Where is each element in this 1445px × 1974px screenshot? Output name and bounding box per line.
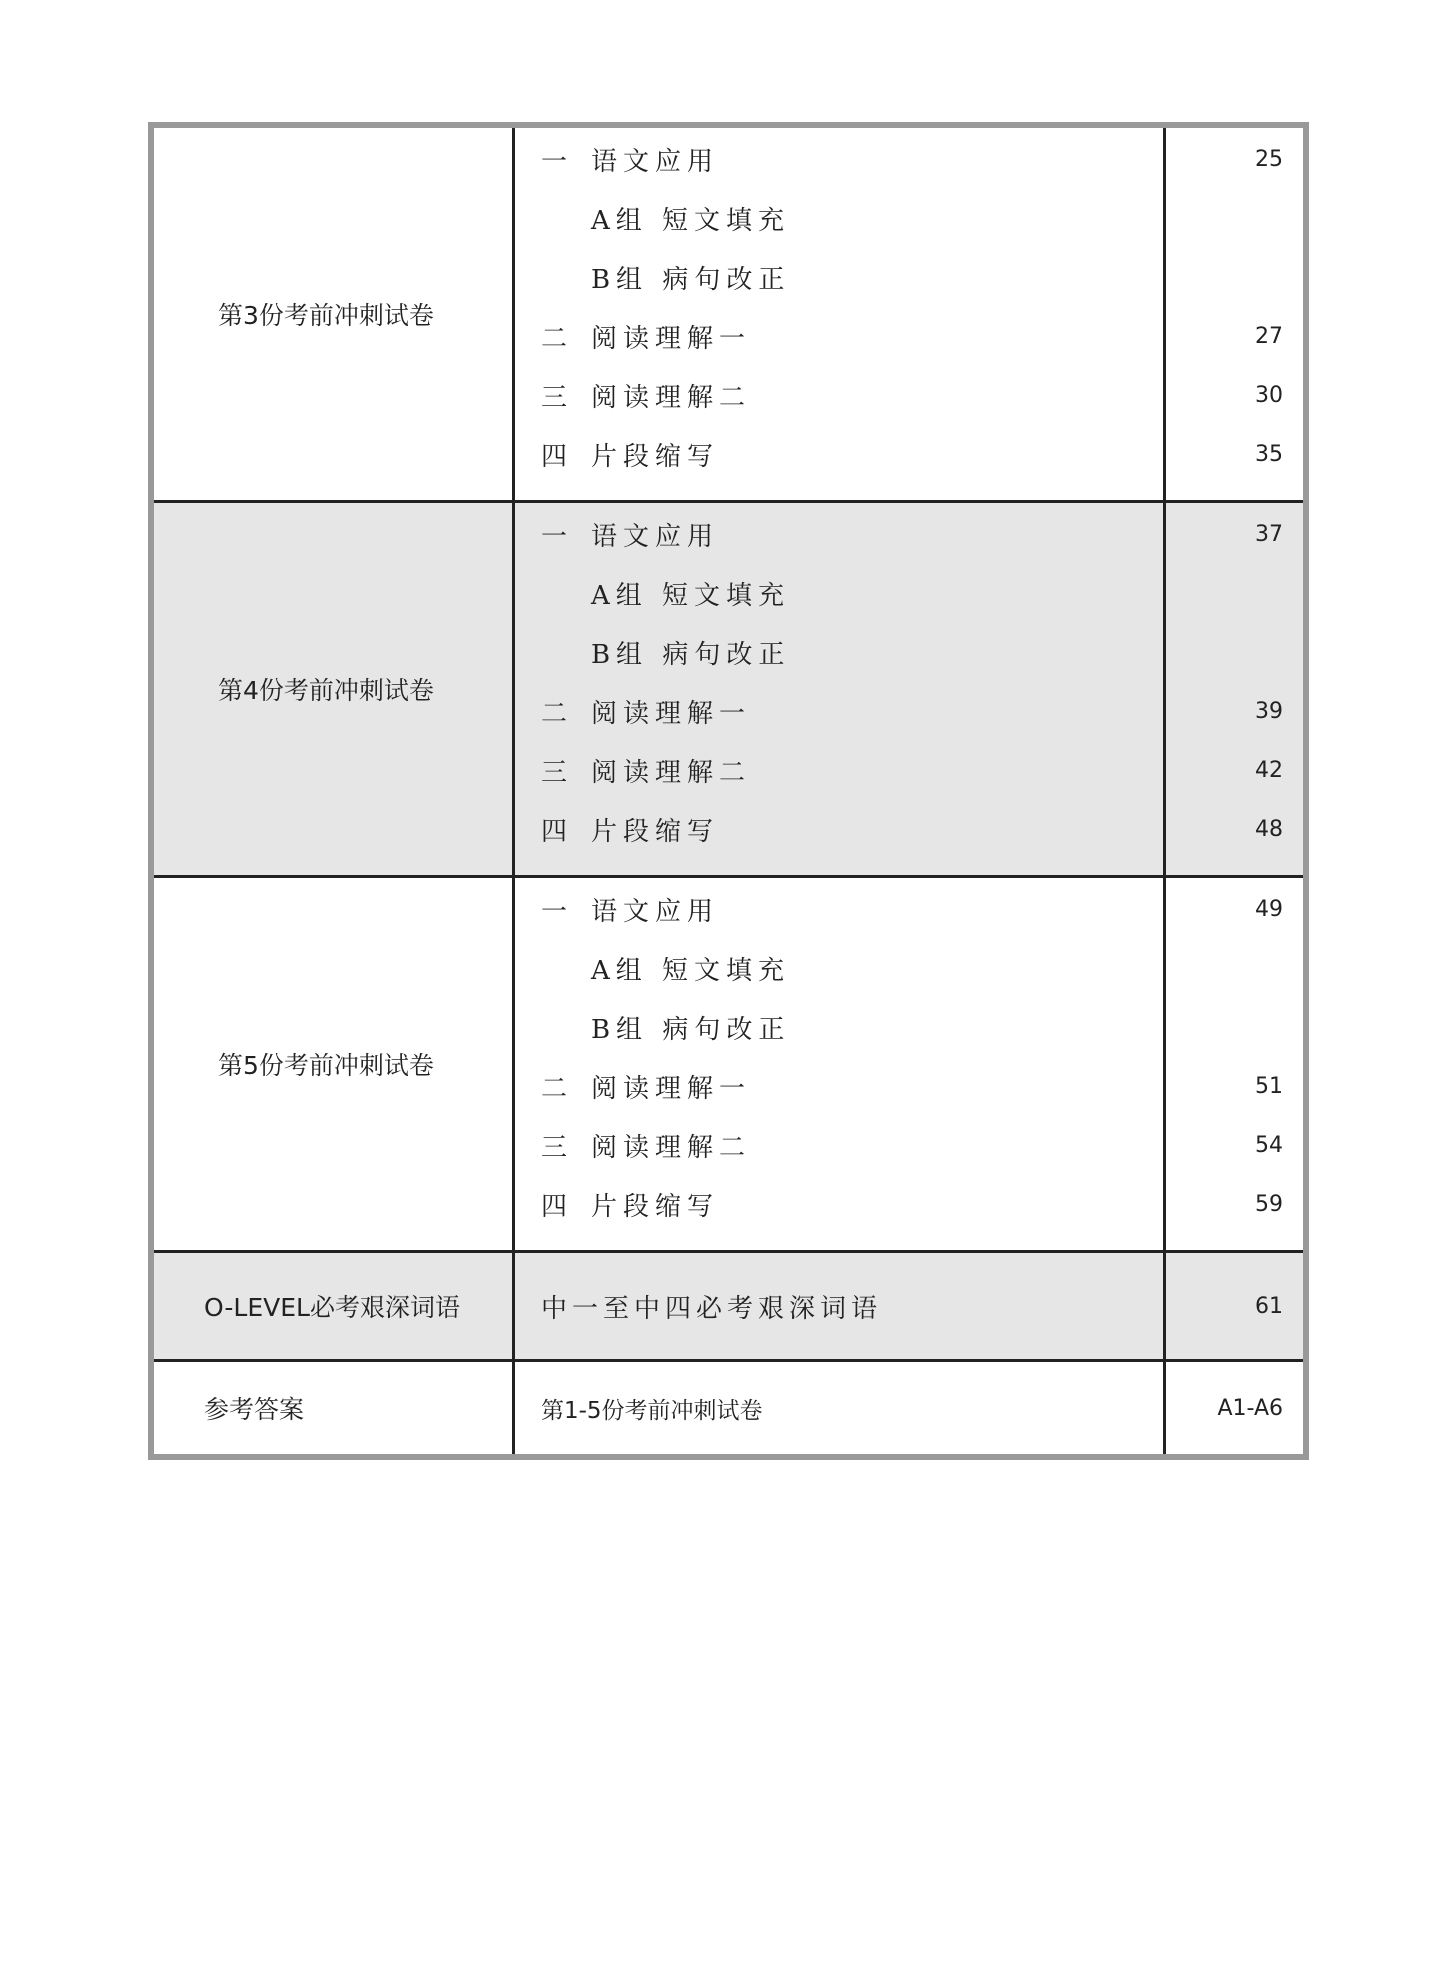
entry-label: 片段缩写	[590, 442, 719, 472]
toc-entry[interactable]	[515, 435, 1163, 494]
entry-label: A组 短文填充	[590, 206, 790, 236]
toc-entry[interactable]	[515, 515, 1163, 574]
toc-entry[interactable]	[515, 140, 1163, 199]
entry-label: B组 病句改正	[590, 640, 791, 670]
vocab-content[interactable]: 中一至中四必考艰深词语	[513, 1252, 1164, 1361]
toc-entry[interactable]	[515, 258, 1163, 317]
entry-number: 二	[540, 1074, 573, 1104]
page-number: 39	[1255, 699, 1283, 724]
section-title: 第5份考前冲刺试卷	[151, 877, 513, 1252]
vocab-row	[151, 1252, 1306, 1361]
page-number: 42	[1255, 758, 1283, 783]
page-number	[1166, 949, 1303, 1008]
page-number: 59	[1255, 1192, 1283, 1217]
toc-entry[interactable]	[515, 199, 1163, 258]
page-number	[1166, 1008, 1303, 1067]
answers-content[interactable]: 第1-5份考前冲刺试卷	[513, 1361, 1164, 1458]
page-number	[1166, 199, 1303, 258]
toc-entry[interactable]	[515, 949, 1163, 1008]
entry-label: 阅读理解二	[590, 383, 751, 413]
entry-label: 阅读理解一	[590, 324, 751, 354]
page-number	[1166, 258, 1303, 317]
toc-entry[interactable]	[515, 692, 1163, 751]
entry-label: 片段缩写	[590, 817, 719, 847]
entry-label: 阅读理解一	[590, 699, 751, 729]
toc-entry[interactable]	[515, 751, 1163, 810]
entry-label: 阅读理解二	[590, 1133, 751, 1163]
page-number: 30	[1255, 383, 1283, 408]
answers-title: 参考答案	[151, 1361, 513, 1458]
page-number: A1-A6	[1165, 1361, 1306, 1458]
entry-label: B组 病句改正	[590, 265, 791, 295]
entry-number: 三	[540, 1133, 573, 1163]
entry-number: 四	[540, 442, 573, 472]
toc-entry[interactable]	[515, 633, 1163, 692]
page-number: 37	[1255, 522, 1283, 547]
entry-label: 语文应用	[590, 897, 719, 927]
table-of-contents	[148, 122, 1309, 1460]
section-title: 第4份考前冲刺试卷	[151, 502, 513, 877]
toc-entry[interactable]	[515, 376, 1163, 435]
entry-number: 四	[540, 817, 573, 847]
toc-section-row	[151, 502, 1306, 877]
toc-entry[interactable]	[515, 1126, 1163, 1185]
section-title: 第3份考前冲刺试卷	[151, 125, 513, 502]
entry-number: 二	[540, 699, 573, 729]
page-number: 27	[1255, 324, 1283, 349]
entry-number: 二	[540, 324, 573, 354]
entry-label: B组 病句改正	[590, 1015, 791, 1045]
entry-label: A组 短文填充	[590, 581, 790, 611]
toc-entry[interactable]	[515, 317, 1163, 376]
toc-entry[interactable]	[515, 1185, 1163, 1244]
page-number	[1166, 633, 1303, 692]
entry-number: 一	[540, 522, 573, 552]
page-number: 54	[1255, 1133, 1283, 1158]
entry-label: 片段缩写	[590, 1192, 719, 1222]
page-number: 48	[1255, 817, 1283, 842]
page-number: 51	[1255, 1074, 1283, 1099]
toc-entry[interactable]	[515, 890, 1163, 949]
page-number: 49	[1255, 897, 1283, 922]
entry-number: 一	[540, 147, 573, 177]
entry-number: 四	[540, 1192, 573, 1222]
entry-number: 三	[540, 383, 573, 413]
page-number: 61	[1165, 1252, 1306, 1361]
entry-label: A组 短文填充	[590, 956, 790, 986]
vocab-title: O-LEVEL必考艰深词语	[151, 1252, 513, 1361]
answers-row	[151, 1361, 1306, 1458]
entry-number: 一	[540, 897, 573, 927]
entry-label: 阅读理解一	[590, 1074, 751, 1104]
toc-entry[interactable]	[515, 574, 1163, 633]
toc-entry[interactable]	[515, 1008, 1163, 1067]
entry-label: 阅读理解二	[590, 758, 751, 788]
page-number: 35	[1255, 442, 1283, 467]
page-number: 25	[1255, 147, 1283, 172]
page-number	[1166, 574, 1303, 633]
toc-section-row	[151, 125, 1306, 502]
toc-entry[interactable]	[515, 1067, 1163, 1126]
toc-entry[interactable]	[515, 810, 1163, 869]
entry-number: 三	[540, 758, 573, 788]
entry-label: 语文应用	[590, 522, 719, 552]
toc-section-row	[151, 877, 1306, 1252]
entry-label: 语文应用	[590, 147, 719, 177]
